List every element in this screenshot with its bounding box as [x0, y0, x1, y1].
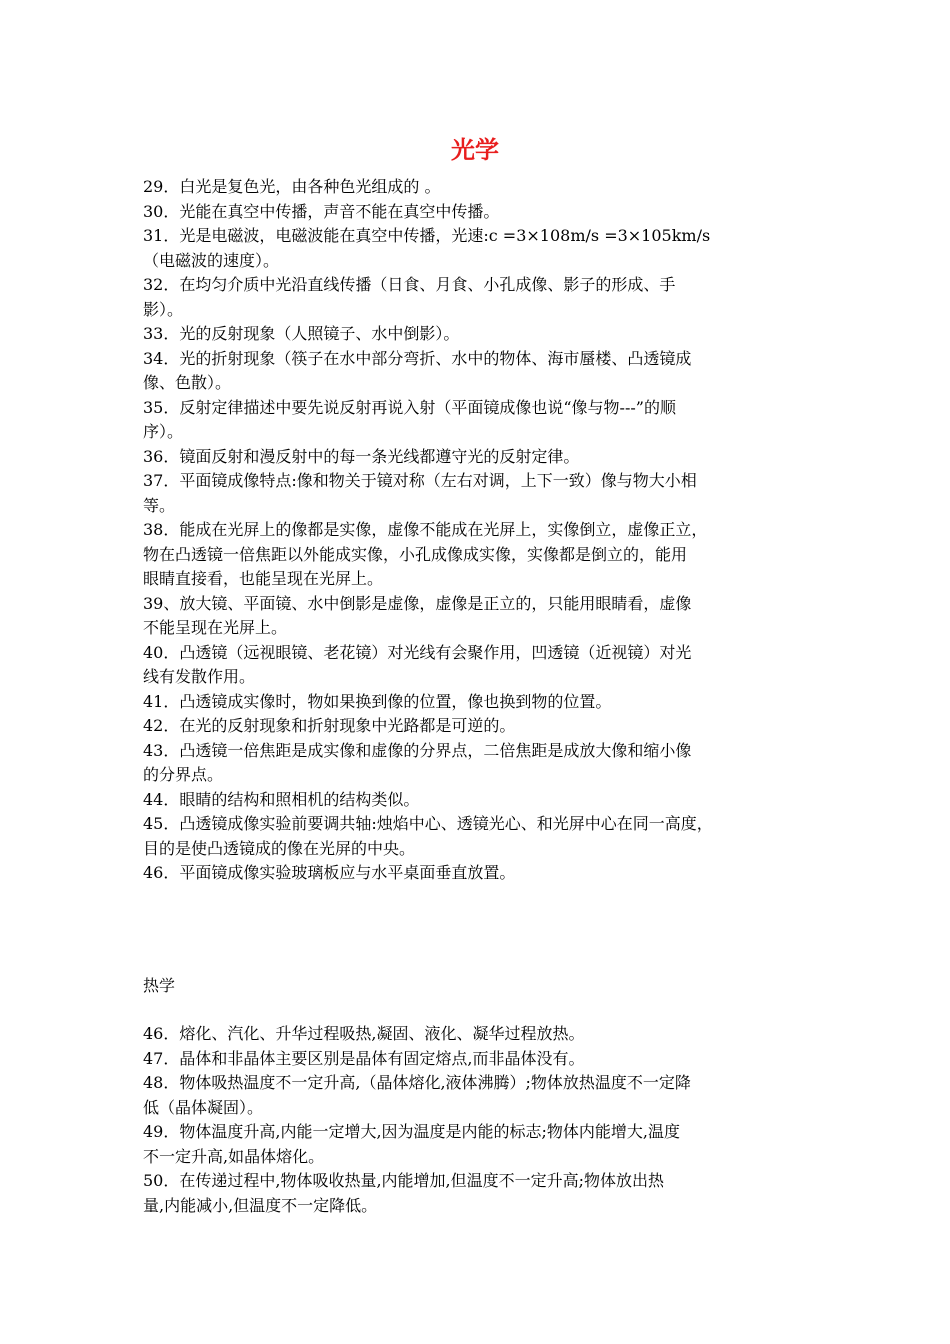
text-line: 线有发散作用。: [143, 667, 256, 686]
text-line: 40．凸透镜（远视眼镜、老花镜）对光线有会聚作用，凹透镜（近视镜）对光: [143, 642, 692, 662]
text-line: 量,内能减小,但温度不一定降低。: [143, 1195, 378, 1215]
heat-section-title: 热学: [143, 976, 176, 995]
text-line: 48．物体吸热温度不一定升高,（晶体熔化,液体沸腾）;物体放热温度不一定降: [143, 1073, 691, 1092]
text-line: 30．光能在真空中传播，声音不能在真空中传播。: [143, 201, 500, 221]
text-line: 36．镜面反射和漫反射中的每一条光线都遵守光的反射定律。: [143, 446, 580, 466]
text-line: （电磁波的速度）。: [143, 250, 280, 270]
text-line: 目的是使凸透镜成的像在光屏的中央。: [143, 838, 416, 858]
optics-content: [143, 175, 823, 886]
text-line: 序）。: [143, 422, 184, 441]
text-line: 46．平面镜成像实验玻璃板应与水平桌面垂直放置。: [143, 863, 516, 882]
text-line: 45．凸透镜成像实验前要调共轴:烛焰中心、透镜光心、和光屏中心在同一高度，: [143, 814, 713, 833]
text-line: 像、色散）。: [143, 373, 232, 392]
text-line: 29．白光是复色光，由各种色光组成的 。: [143, 177, 441, 196]
text-line: 44．眼睛的结构和照相机的结构类似。: [143, 789, 420, 809]
text-line: 31．光是电磁波，电磁波能在真空中传播，光速:c =3×108m/s =3×105km/s: [143, 226, 711, 245]
text-line: 38．能成在光屏上的像都是实像，虚像不能成在光屏上，实像倒立，虚像正立，: [143, 520, 708, 539]
text-line: 35．反射定律描述中要先说反射再说入射（平面镜成像也说“像与物---”的顺: [143, 397, 676, 417]
text-line: 眼睛直接看，也能呈现在光屏上。: [143, 569, 384, 588]
text-line: 37．平面镜成像特点:像和物关于镜对称（左右对调，上下一致）像与物大小相: [143, 471, 697, 490]
text-line: 32．在均匀介质中光沿直线传播（日食、月食、小孔成像、影子的形成、手: [143, 275, 676, 294]
text-line: 物在凸透镜一倍焦距以外能成实像，小孔成像成实像，实像都是倒立的，能用: [143, 544, 688, 564]
text-line: 39、放大镜、平面镜、水中倒影是虚像，虚像是正立的，只能用眼睛看，虚像: [143, 593, 692, 613]
text-line: 49．物体温度升高,内能一定增大,因为温度是内能的标志;物体内能增大,温度: [143, 1122, 681, 1141]
text-line: 41．凸透镜成实像时，物如果换到像的位置，像也换到物的位置。: [143, 691, 612, 711]
optics-section-title: 光学: [451, 136, 499, 164]
text-line: 不能呈现在光屏上。: [143, 618, 288, 637]
text-line: 不一定升高,如晶体熔化。: [143, 1146, 325, 1166]
heat-content: [143, 1022, 823, 1218]
text-line: 46．熔化、汽化、升华过程吸热,凝固、液化、凝华过程放热。: [143, 1024, 585, 1043]
text-line: 47．晶体和非晶体主要区别是晶体有固定熔点,而非晶体没有。: [143, 1048, 585, 1068]
text-line: 33．光的反射现象（人照镜子、水中倒影）。: [143, 324, 460, 343]
text-line: 低（晶体凝固）。: [143, 1097, 264, 1117]
text-line: 34．光的折射现象（筷子在水中部分弯折、水中的物体、海市蜃楼、凸透镜成: [143, 348, 692, 368]
text-line: 50．在传递过程中,物体吸收热量,内能增加,但温度不一定升高;物体放出热: [143, 1171, 665, 1190]
text-line: 等。: [143, 495, 176, 515]
text-line: 42．在光的反射现象和折射现象中光路都是可逆的。: [143, 716, 516, 735]
text-line: 43．凸透镜一倍焦距是成实像和虚像的分界点，二倍焦距是成放大像和缩小像: [143, 740, 692, 760]
text-line: 的分界点。: [143, 765, 224, 784]
text-line: 影）。: [143, 299, 184, 319]
